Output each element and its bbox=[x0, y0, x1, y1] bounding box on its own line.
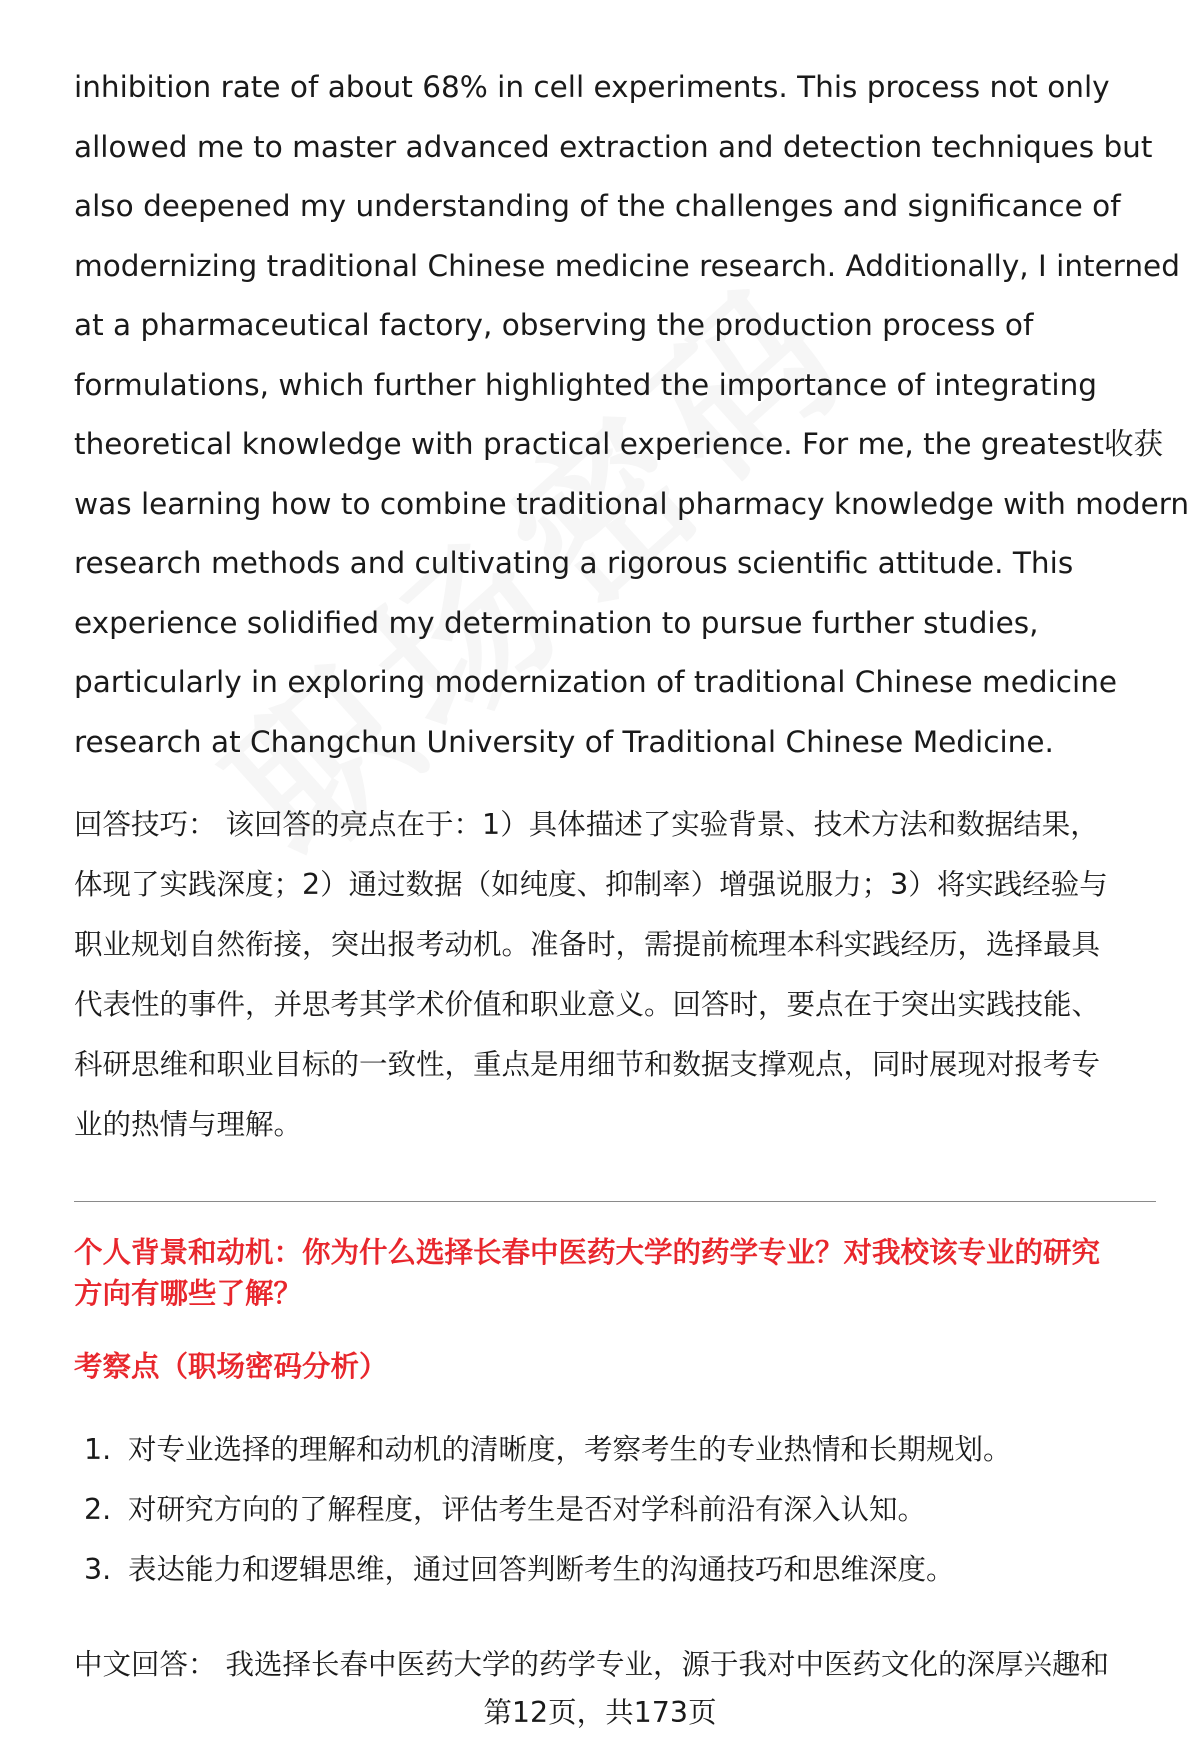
list-item bbox=[84, 1540, 1012, 1600]
list-number: 3. bbox=[84, 1553, 112, 1586]
text-line: modernizing traditional Chinese medicine research. Additionally, I interned bbox=[74, 248, 1180, 283]
text-line: 回答技巧： 该回答的亮点在于：1）具体描述了实验背景、技术方法和数据结果， bbox=[74, 808, 1099, 841]
text-line: at a pharmaceutical factory, observing the production process of bbox=[74, 308, 1034, 342]
list-number: 1. bbox=[84, 1433, 112, 1466]
answer-tips-paragraph bbox=[74, 795, 1164, 1155]
page-number-footer: 第12页，共173页 bbox=[483, 1696, 717, 1729]
assessment-points-list bbox=[84, 1420, 1012, 1600]
list-item-text: 表达能力和逻辑思维，通过回答判断考生的沟通技巧和思维深度。 bbox=[128, 1553, 955, 1586]
text-line: 职业规划自然衔接，突出报考动机。准备时，需提前梳理本科实践经历，选择最具 bbox=[74, 928, 1101, 961]
text-line: also deepened my understanding of the challenges and significance of bbox=[74, 189, 1121, 223]
text-line: inhibition rate of about 68% in cell experiments. This process not only bbox=[74, 70, 1110, 104]
text-line: particularly in exploring modernization of traditional Chinese medicine bbox=[74, 665, 1118, 699]
list-item-text: 对专业选择的理解和动机的清晰度，考察考生的专业热情和长期规划。 bbox=[128, 1433, 1012, 1466]
text-line: allowed me to master advanced extraction and detection techniques but bbox=[74, 129, 1153, 164]
text-line: 科研思维和职业目标的一致性，重点是用细节和数据支撑观点，同时展现对报考专 bbox=[74, 1048, 1101, 1081]
list-number: 2. bbox=[84, 1493, 112, 1526]
text-line: 代表性的事件，并思考其学术价值和职业意义。回答时，要点在于突出实践技能、 bbox=[74, 988, 1101, 1021]
text-line: 业的热情与理解。 bbox=[74, 1108, 303, 1141]
list-item-text: 对研究方向的了解程度，评估考生是否对学科前沿有深入认知。 bbox=[128, 1493, 927, 1526]
text-line: research at Changchun University of Traditional Chinese Medicine. bbox=[74, 724, 1054, 759]
text-line: 体现了实践深度；2）通过数据（如纯度、抑制率）增强说服力；3）将实践经验与 bbox=[74, 868, 1108, 901]
assessment-points-heading: 考察点（职场密码分析） bbox=[74, 1350, 388, 1383]
chinese-answer-start: 中文回答： 我选择长春中医药大学的药学专业，源于我对中医药文化的深厚兴趣和 bbox=[74, 1648, 1110, 1681]
text-line: experience solidified my determination to pursue further studies, bbox=[74, 605, 1039, 640]
text-line: 方向有哪些了解？ bbox=[74, 1277, 303, 1310]
text-line: theoretical knowledge with practical experience. For me, the greatest收获 bbox=[74, 427, 1163, 461]
list-item bbox=[84, 1480, 1012, 1540]
text-line: 个人背景和动机：你为什么选择长春中医药大学的药学专业？对我校该专业的研究 bbox=[74, 1236, 1101, 1269]
english-answer-paragraph bbox=[74, 58, 1190, 772]
text-line: research methods and cultivating a rigorous scientific attitude. This bbox=[74, 546, 1074, 580]
text-line: was learning how to combine traditional pharmacy knowledge with modern bbox=[74, 486, 1190, 521]
section-divider bbox=[74, 1201, 1156, 1202]
question-heading bbox=[74, 1232, 1164, 1314]
list-item bbox=[84, 1420, 1012, 1480]
text-line: formulations, which further highlighted the importance of integrating bbox=[74, 367, 1098, 402]
